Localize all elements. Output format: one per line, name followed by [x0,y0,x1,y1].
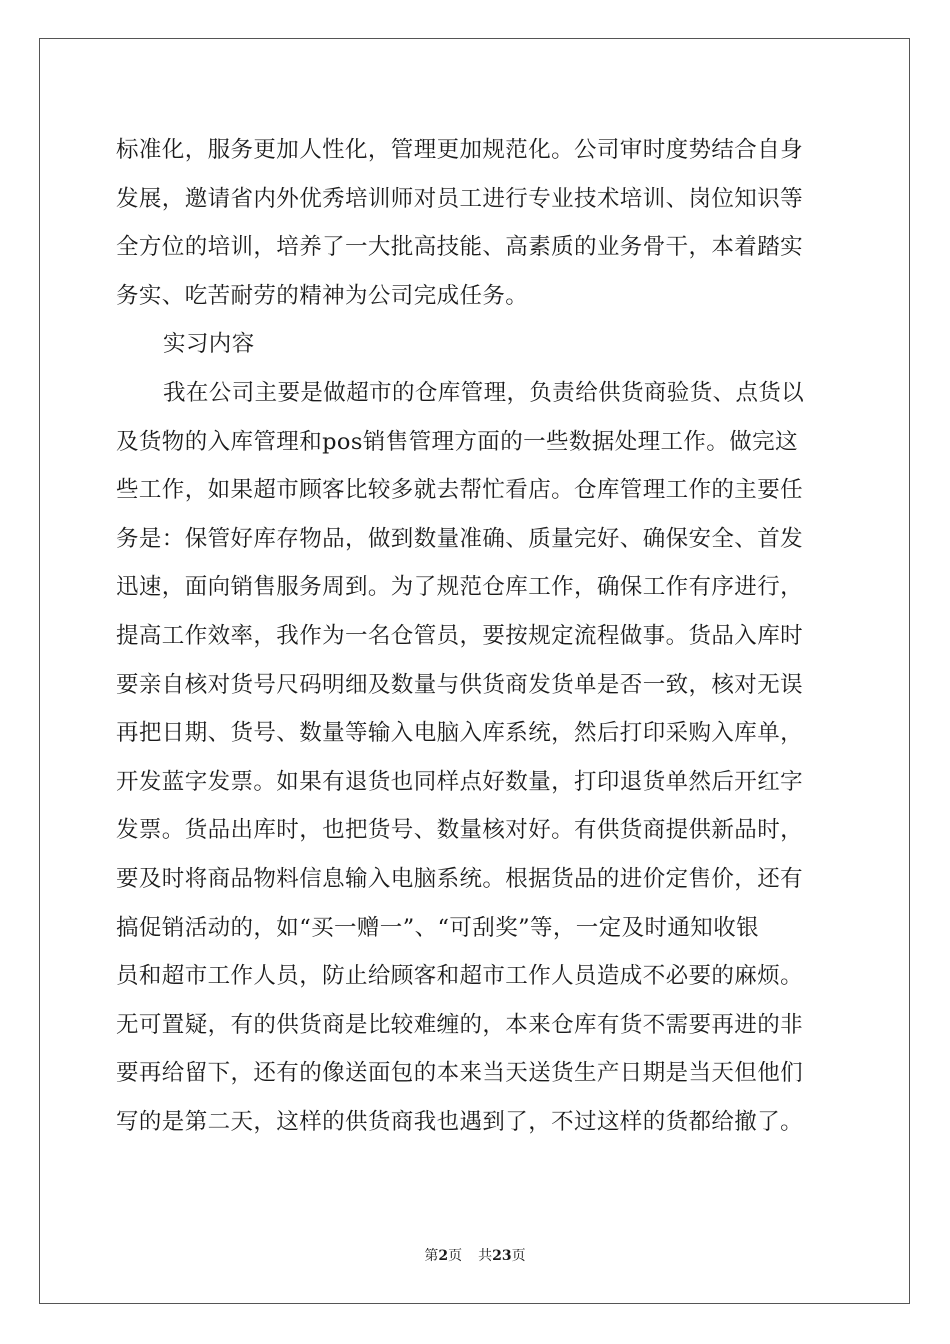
text-line: 些工作，如果超市顾客比较多就去帮忙看店。仓库管理工作的主要任 [116,477,804,504]
page-footer [0,1245,950,1265]
page-total [478,1248,525,1264]
text-line: 发票。货品出库时，也把货号、数量核对好。有供货商提供新品时， [116,817,804,844]
total-prefix: 共 [478,1248,493,1264]
page-number [424,1248,462,1264]
text-line: 要及时将商品物料信息输入电脑系统。根据货品的进价定售价，还有 [116,865,804,892]
text-line: 要再给留下，还有的像送面包的本来当天送货生产日期是当天但他们 [116,1060,804,1087]
total-pages: 23 [492,1248,512,1264]
text-line: 务实、吃苦耐劳的精神为公司完成任务。 [116,282,529,309]
text-line: 迅速，面向销售服务周到。为了规范仓库工作，确保工作有序进行， [116,574,804,601]
text-line: 及货物的入库管理和pos销售管理方面的一些数据处理工作。做完这 [116,428,798,455]
total-suffix: 页 [511,1248,526,1264]
text-line: 写的是第二天，这样的供货商我也遇到了，不过这样的货都给撤了。 [116,1108,804,1135]
text-line: 提高工作效率，我作为一名仓管员，要按规定流程做事。货品入库时 [116,622,804,649]
current-page: 2 [438,1248,449,1264]
text-line: 发展，邀请省内外优秀培训师对员工进行专业技术培训、岗位知识等 [116,185,804,212]
text-line: 标准化，服务更加人性化，管理更加规范化。公司审时度势结合自身 [116,137,804,163]
text-line: 再把日期、货号、数量等输入电脑入库系统，然后打印采购入库单， [116,720,804,747]
text-line: 务是：保管好库存物品，做到数量准确、质量完好、确保安全、首发 [116,525,804,552]
text-line: 要亲自核对货号尺码明细及数量与供货商发货单是否一致，核对无误 [116,671,804,698]
text-line: 搞促销活动的，如“买一赠一”、“可刮奖”等，一定及时通知收银 [116,914,760,941]
section-heading: 实习内容 [163,331,255,358]
page-prefix: 第 [424,1248,439,1264]
text-line: 全方位的培训，培养了一大批高技能、高素质的业务骨干，本着踏实 [116,234,804,261]
text-line: 无可置疑，有的供货商是比较难缠的，本来仓库有货不需要再进的非 [116,1011,804,1038]
text-line: 开发蓝字发票。如果有退货也同样点好数量，打印退货单然后开红字 [116,768,804,795]
document-body [116,126,834,1146]
text-line: 员和超市工作人员，防止给顾客和超市工作人员造成不必要的麻烦。 [116,963,804,990]
page-suffix: 页 [448,1248,463,1264]
text-line: 我在公司主要是做超市的仓库管理，负责给供货商验货、点货以 [163,379,805,406]
